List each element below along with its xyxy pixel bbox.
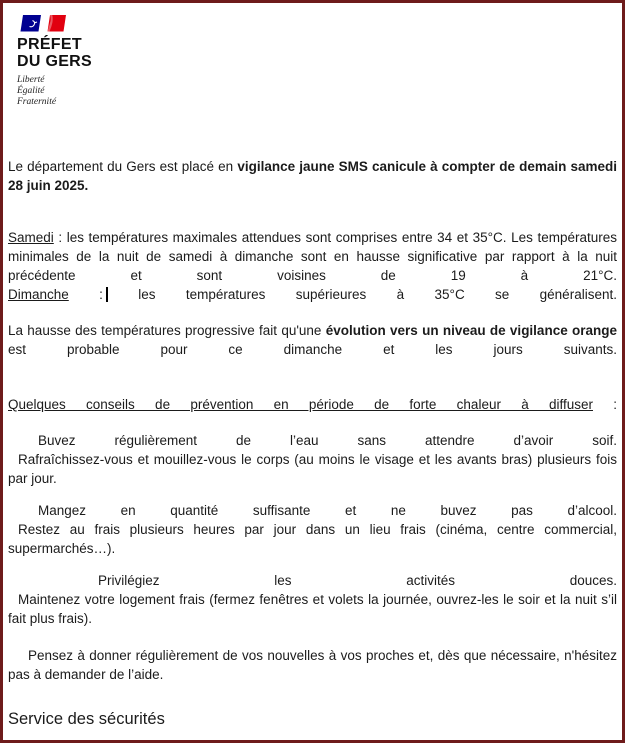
advice-item-food — [8, 501, 617, 558]
sunday-forecast — [8, 285, 617, 304]
advice-heading-colon: : — [592, 397, 617, 412]
trend-bold-text: évolution vers un niveau de vigilance orange — [325, 323, 617, 338]
advice-heading-text: Quelques conseils de prévention en période de forte chaleur à diffuser — [8, 397, 593, 412]
advice-body: Rafraîchissez-vous et mouillez-vous le corps (au moins le visage et les avants bras) plusieurs fois par jour. — [8, 452, 617, 486]
trend-paragraph — [8, 321, 617, 359]
intro-paragraph — [8, 157, 617, 195]
motto-line-liberte: Liberté — [17, 75, 45, 85]
signature: Service des sécurités — [8, 710, 165, 728]
motto-line-egalite: Égalité — [17, 86, 45, 96]
prefecture-logo — [17, 14, 622, 108]
saturday-text: : les températures maximales attendues sont comprises entre 34 et 35°C. Les températures minimales de la nuit de samedi à dimanche sont en hausse significative par rapport à la nuit précédente et sont voisines de 19 à 21°C. — [8, 230, 617, 283]
sunday-text: les températures supérieures à 35°C se généralisent. — [138, 287, 617, 302]
advice-item-activities — [8, 571, 617, 628]
saturday-label: Samedi — [8, 230, 54, 245]
advice-lead: Pensez à donner régulièrement de vos nouvelles à vos proches et, dès que nécessaire, n'hésitez pas à demander de l’aide. — [8, 648, 617, 682]
intro-bold-text: vigilance jaune SMS canicule à compter de demain samedi 28 juin 2025. — [8, 159, 617, 193]
logo-title — [17, 36, 622, 70]
french-flags-icon — [19, 14, 71, 33]
logo-motto — [17, 75, 622, 108]
advice-lead: Buvez régulièrement de l’eau sans attendre d’avoir soif. — [38, 433, 617, 448]
advice-heading — [8, 395, 617, 414]
trend-text-before: La hausse des températures progressive fait qu'une — [8, 323, 326, 338]
logo-title-line1: PRÉFET — [17, 36, 82, 53]
sunday-label: Dimanche — [8, 287, 69, 302]
intro-text: Le département du Gers est placé en — [8, 159, 238, 174]
blue-flag-shape — [21, 15, 42, 32]
text-cursor — [106, 287, 108, 302]
sunday-separator: : — [68, 287, 103, 302]
saturday-forecast — [8, 228, 617, 285]
motto-line-fraternite: Fraternité — [17, 97, 57, 107]
advice-lead: Mangez en quantité suffisante et ne buvez pas d’alcool. — [38, 503, 617, 518]
advice-item-contact — [8, 646, 617, 684]
advice-lead: Privilégiez les activités douces. — [98, 573, 617, 588]
notice-body — [3, 157, 622, 684]
forecast-paragraph — [8, 228, 617, 304]
trend-text-after: est probable pour ce dimanche et les jours suivants. — [8, 342, 617, 357]
advice-body: Maintenez votre logement frais (fermez fenêtres et volets la journée, ouvrez-les le soir et la nuit s’il fait plus frais). — [8, 592, 617, 626]
advice-body: Restez au frais plusieurs heures par jour dans un lieu frais (cinéma, centre commercial, supermarchés…). — [8, 522, 617, 556]
advice-item-hydration — [8, 431, 617, 488]
logo-title-line2: DU GERS — [17, 53, 92, 70]
